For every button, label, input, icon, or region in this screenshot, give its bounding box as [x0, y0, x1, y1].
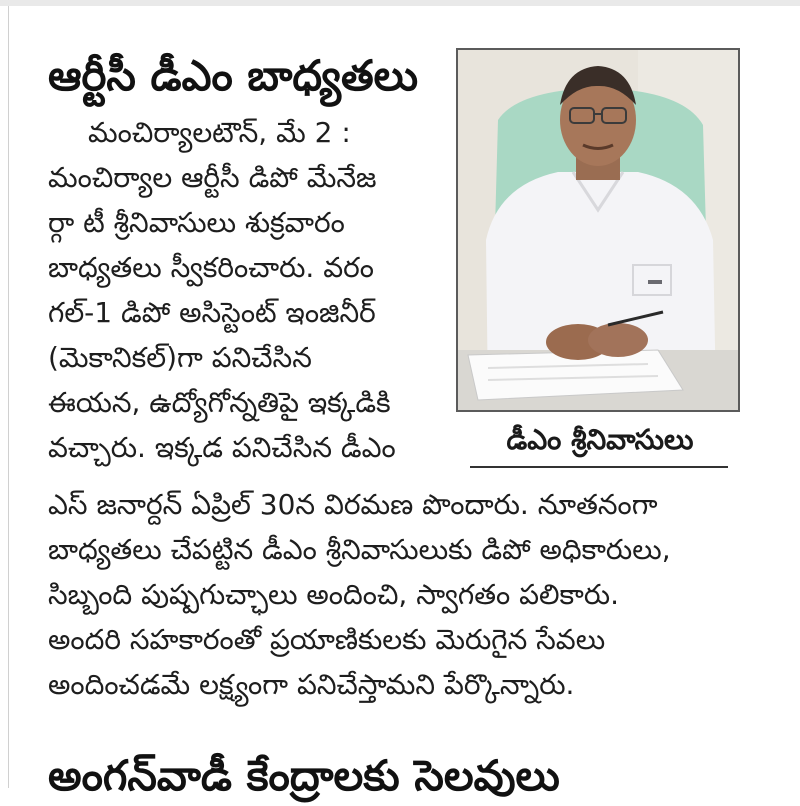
article-line: బాధ్యతలు స్వీకరించారు. వరం: [48, 251, 374, 284]
article-line: ర్గా టీ శ్రీనివాసులు శుక్రవారం: [48, 206, 345, 239]
article-line: ఎస్ జనార్దన్ ఏప్రిల్ 30న విరమణ పొందారు. నూతనంగా: [48, 488, 658, 521]
article-line: సిబ్బంది పుష్పగుచ్ఛాలు అందించి, స్వాగతం పలికారు.: [48, 578, 620, 611]
article-headline: ఆర్టీసీ డీఎం బాధ్యతలు: [48, 51, 418, 100]
article-line: మంచిర్యాలటౌన్, మే 2 :: [88, 116, 351, 149]
article-line: వచ్చారు. ఇక్కడ పనిచేసిన డీఎం: [48, 431, 396, 464]
article-line: అందరి సహకారంతో ప్రయాణికులకు మెరుగైన సేవలు: [48, 623, 606, 656]
article-line: మంచిర్యాల ఆర్టీసీ డిపో మేనేజ: [48, 161, 377, 194]
article-line: (మెకానికల్)గా పనిచేసిన: [48, 341, 312, 374]
article-line: బాధ్యతలు చేపట్టిన డీఎం శ్రీనివాసులుకు డిపో అధికారులు,: [48, 533, 671, 566]
article-line: ఈయన, ఉద్యోగోన్నతిపై ఇక్కడికి: [48, 386, 391, 419]
article-body-column: [48, 110, 440, 470]
photo-caption: డీఎం శ్రీనివాసులు: [506, 423, 694, 456]
article-body-full: [48, 482, 748, 707]
article-line: అందించడమే లక్ష్యంగా పనిచేస్తామని పేర్కొన్నారు.: [48, 668, 575, 701]
next-article-headline: అంగన్‌వాడీ కేంద్రాలకు సెలవులు: [48, 751, 560, 800]
article-line: గల్-1 డిపో అసిస్టెంట్ ఇంజినీర్: [48, 296, 376, 329]
caption-underline: [470, 466, 728, 468]
portrait-photo: [456, 48, 740, 412]
top-divider: [0, 0, 800, 6]
column-divider: [8, 6, 9, 788]
portrait-illustration: [458, 50, 738, 410]
